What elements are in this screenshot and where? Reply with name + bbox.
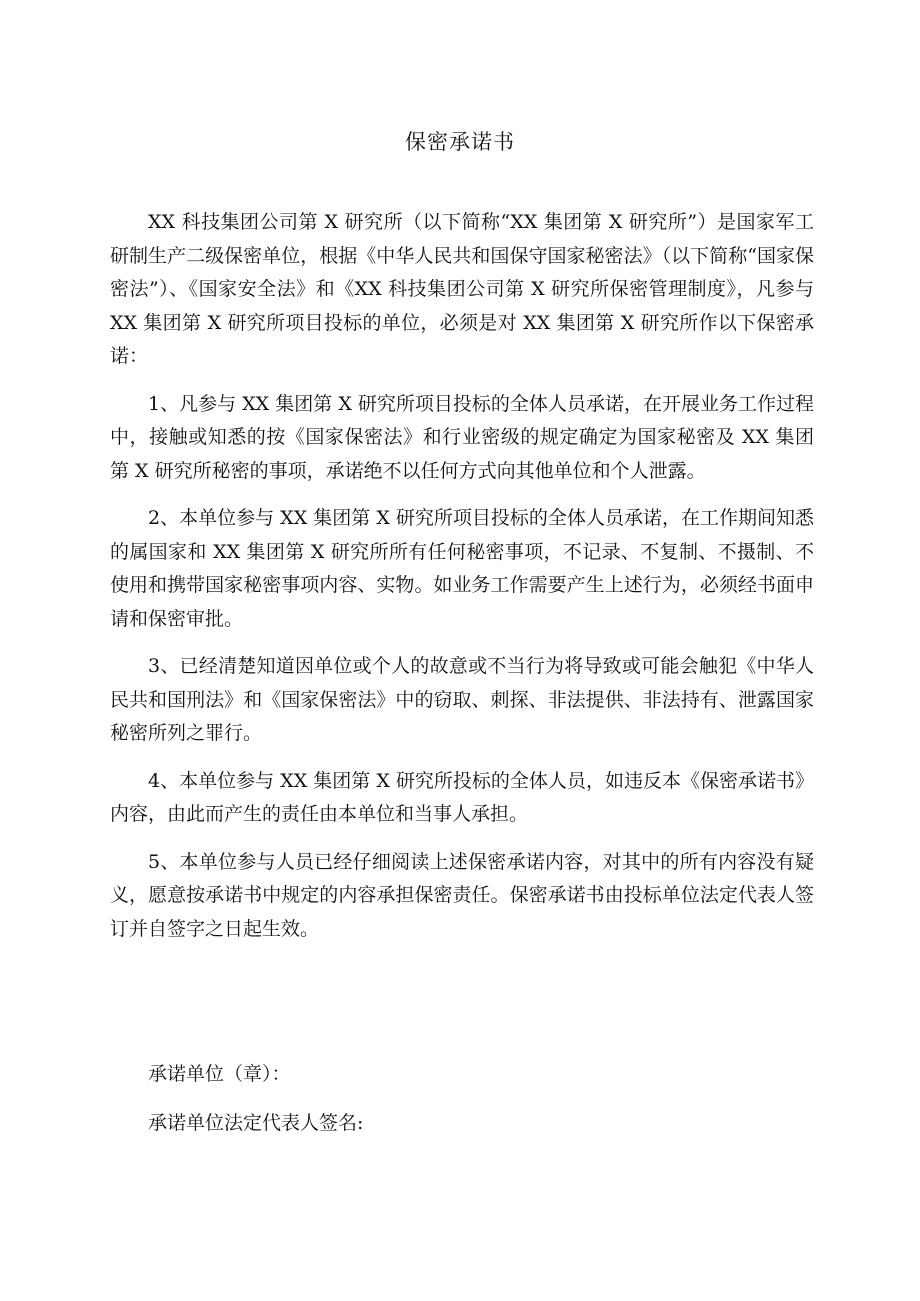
clause-5: 5、本单位参与人员已经仔细阅读上述保密承诺内容，对其中的所有内容没有疑义，愿意按承诺书中规定的内容承担保密责任。保密承诺书由投标单位法定代表人签订并自签字之日起生效。 (110, 850, 814, 940)
signature-representative-label: 承诺单位法定代表人签名: (148, 1112, 364, 1134)
clause-1: 1、凡参与 XX 集团第 X 研究所项目投标的全体人员承诺，在开展业务工作过程中，接触或知悉的按《国家保密法》和行业密级的规定确定为国家秘密及 XX 集团第 X 研究所秘密的事项，承诺绝不以任何方式向其他单位和个人泄露。 (110, 392, 814, 482)
clause-4: 4、本单位参与 XX 集团第 X 研究所投标的全体人员，如违反本《保密承诺书》内容，由此而产生的责任由本单位和当事人承担。 (110, 769, 814, 825)
clause-2: 2、本单位参与 XX 集团第 X 研究所项目投标的全体人员承诺，在工作期间知悉的属国家和 XX 集团第 X 研究所所有任何秘密事项，不记录、不复制、不摄制、不使用和携带国家秘密事项内容、实物。如业务工作需要产生上述行为，必须经书面申请和保密审批。 (110, 507, 814, 630)
document-body (110, 206, 814, 960)
clause-3: 3、已经清楚知道因单位或个人的故意或不当行为将导致或可能会触犯《中华人民共和国刑法》和《国家保密法》中的窃取、刺探、非法提供、非法持有、泄露国家秘密所列之罪行。 (110, 655, 814, 744)
document-title: 保密承诺书 (405, 130, 515, 154)
signature-unit-label: 承诺单位（章）： (148, 1063, 291, 1085)
intro-paragraph: XX 科技集团公司第 X 研究所（以下简称“XX 集团第 X 研究所”）是国家军工研制生产二级保密单位，根据《中华人民共和国保守国家秘密法》（以下简称“国家保密法”）、《国家安全法》和《XX 科技集团公司第 X 研究所保密管理制度》，凡参与 XX 集团第 X 研究所项目投标的单位，必须是对 XX 集团第 X 研究所作以下保密承诺： (110, 211, 814, 367)
